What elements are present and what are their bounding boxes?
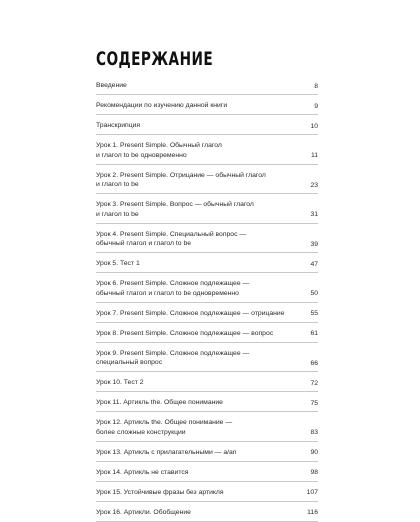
toc-entry-lesson-5 [96,253,318,273]
toc-entry-text: Рекомендации по изучению данной книги [96,102,228,109]
toc-page-number: 8 [314,82,318,90]
toc-page-number: 11 [310,152,318,159]
toc-entry-lesson-15 [96,482,318,502]
toc-entry-lesson-4 [96,224,318,254]
toc-entry-transcription [96,115,318,135]
toc-page-number: 75 [310,399,318,407]
table-of-contents [96,75,318,522]
toc-entry-text: Урок 10. Тест 2 [96,379,144,386]
toc-entry-text: Урок 9. Present Simple. Сложное подлежащее — специальный вопрос [96,349,250,366]
toc-entry-recommendations [96,95,318,115]
toc-page-number: 47 [310,260,318,268]
toc-entry-text: Урок 5. Тест 1 [96,260,140,267]
toc-entry-lesson-13 [96,442,318,462]
toc-entry-text: Урок 3. Present Simple. Вопрос — обычный глагол и глагол to be [96,201,254,218]
toc-page-number: 107 [306,489,318,496]
toc-entry-lesson-8 [96,323,318,343]
toc-page-number: 55 [310,310,318,317]
toc-page-number: 50 [310,290,318,297]
toc-entry-lesson-1 [96,135,318,165]
toc-entry-text: Урок 16. Артикли. Обобщение [96,508,191,516]
toc-entry-text: Урок 8. Present Simple. Сложное подлежащее — вопрос [96,329,274,337]
toc-entry-text: Урок 12. Артикль the. Общее понимание — более сложные конструкции [96,419,233,436]
toc-entry-text: Урок 2. Present Simple. Отрицание — обычный глагол и глагол to be [96,171,266,188]
toc-entry-text: Урок 11. Артикль the. Общее понимание [96,399,223,406]
toc-page-number: 83 [310,429,318,436]
toc-entry-text: Урок 1. Present Simple. Обычный глагол и глагол to be одновременно [96,142,222,159]
toc-page-number: 23 [310,181,318,189]
toc-page-number: 116 [307,509,318,516]
toc-page-number: 98 [310,469,318,476]
toc-entry-lesson-10 [96,372,318,392]
toc-entry-text: Урок 7. Present Simple. Сложное подлежащее — отрицание [96,309,285,317]
toc-entry-lesson-6 [96,273,318,303]
toc-entry-text: Введение [96,82,127,89]
toc-entry-text: Урок 13. Артикль с прилагательными — a/an [96,448,237,456]
toc-entry-lesson-11 [96,392,318,412]
toc-entry-lesson-7 [96,303,318,323]
toc-entry-lesson-2 [96,165,318,195]
toc-entry-lesson-12 [96,412,318,442]
page-title: СОДЕРЖАНИЕ [96,48,214,70]
toc-entry-text: Урок 14. Артикль не ставится [96,468,189,476]
toc-entry-lesson-9 [96,343,318,373]
toc-page-number: 10 [310,122,318,130]
toc-page-number: 39 [310,240,318,248]
toc-entry-introduction [96,75,318,95]
toc-entry-lesson-16 [96,502,318,522]
toc-entry-lesson-3 [96,194,318,224]
toc-page-number: 31 [310,211,318,218]
toc-entry-text: Урок 15. Устойчивые фразы без артикля [96,488,224,496]
toc-page-number: 66 [310,359,318,367]
toc-entry-text: Транскрипция [96,122,141,129]
toc-entry-lesson-14 [96,462,318,482]
toc-page-number: 90 [310,449,318,456]
toc-page-number: 72 [310,379,318,387]
toc-entry-text: Урок 6. Present Simple. Сложное подлежащее — обычный глагол и глагол to be одновременно [96,280,250,297]
toc-page-number: 61 [310,330,318,337]
toc-entry-text: Урок 4. Present Simple. Специальный вопрос — обычный глагол и глагол to be [96,230,247,247]
toc-page-number: 9 [314,102,318,110]
